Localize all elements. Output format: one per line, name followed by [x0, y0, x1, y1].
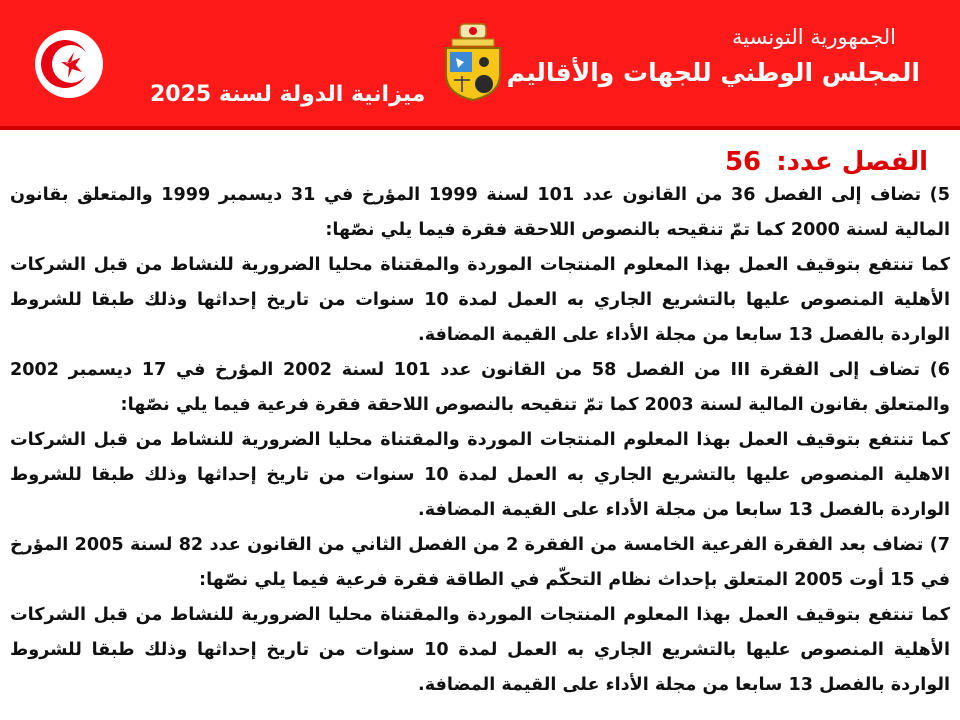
- paragraph-text-7: كما تنتفع بتوقيف العمل بهذا المعلوم المنتجات الموردة والمقتناة محليا الضرورية للنشاط من قبل الشركات الأهلية المنصوص عليها بالتشريع الجاري به العمل لمدة 10 سنوات من تاريخ إحداثها وذلك طبقا للشروط الواردة بالفصل 13 سابعا من مجلة الأداء على القيمة المضافة.: [10, 605, 950, 695]
- budget-title: ميزانية الدولة لسنة 2025: [150, 82, 426, 107]
- paragraph-text-6: كما تنتفع بتوقيف العمل بهذا المعلوم المنتجات الموردة والمقتناة محليا الضرورية للنشاط من قبل الشركات الاهلية المنصوص عليها بالتشريع الجاري به العمل لمدة 10 سنوات من تاريخ إحداثها وذلك طبقا للشروط الواردة بالفصل 13 سابعا من مجلة الأداء على القيمة المضافة.: [10, 430, 950, 520]
- republic-name: الجمهورية التونسية: [732, 25, 896, 49]
- chapter-label: الفصل عدد:: [776, 147, 928, 177]
- paragraph-item-6: 6) تضاف إلى الفقرة III من الفصل 58 من القانون عدد 101 لسنة 2002 المؤرخ في 17 ديسمبر 2002 والمتعلق بقانون المالية لسنة 2003 كما تمّ تنقيحه بالنصوص اللاحقة فقرة فرعية فيما يلي نصّها:: [10, 360, 950, 415]
- council-name: المجلس الوطني للجهات والأقاليم: [506, 58, 920, 87]
- paragraph-item-5: 5) تضاف إلى الفصل 36 من القانون عدد 101 لسنة 1999 المؤرخ في 31 ديسمبر 1999 والمتعلق بقانون المالية لسنة 2000 كما تمّ تنقيحه بالنصوص اللاحقة فقرة فيما يلي نصّها:: [10, 185, 950, 240]
- tunisia-flag-icon: [14, 12, 124, 116]
- chapter-number: 56: [724, 147, 762, 177]
- header-titles: [507, 22, 920, 92]
- document-body: [0, 146, 960, 703]
- paragraph-item-7: 7) تضاف بعد الفقرة الفرعية الخامسة من الفقرة 2 من الفصل الثاني من القانون عدد 82 لسنة 2005 المؤرخ في 15 أوت 2005 المتعلق بإحداث نظام التحكّم في الطاقة فقرة فرعية فيما يلي نصّها:: [10, 535, 950, 590]
- tunisia-coat-of-arms-icon: [438, 22, 508, 102]
- paragraph-text-5: كما تنتفع بتوقيف العمل بهذا المعلوم المنتجات الموردة والمقتناة محليا الضرورية للنشاط من قبل الشركات الأهلية المنصوص عليها بالتشريع الجاري به العمل لمدة 10 سنوات من تاريخ إحداثها وذلك طبقا للشروط الواردة بالفصل 13 سابعا من مجلة الأداء على القيمة المضافة.: [10, 255, 950, 345]
- chapter-heading: [10, 146, 928, 178]
- page-header: [0, 0, 960, 130]
